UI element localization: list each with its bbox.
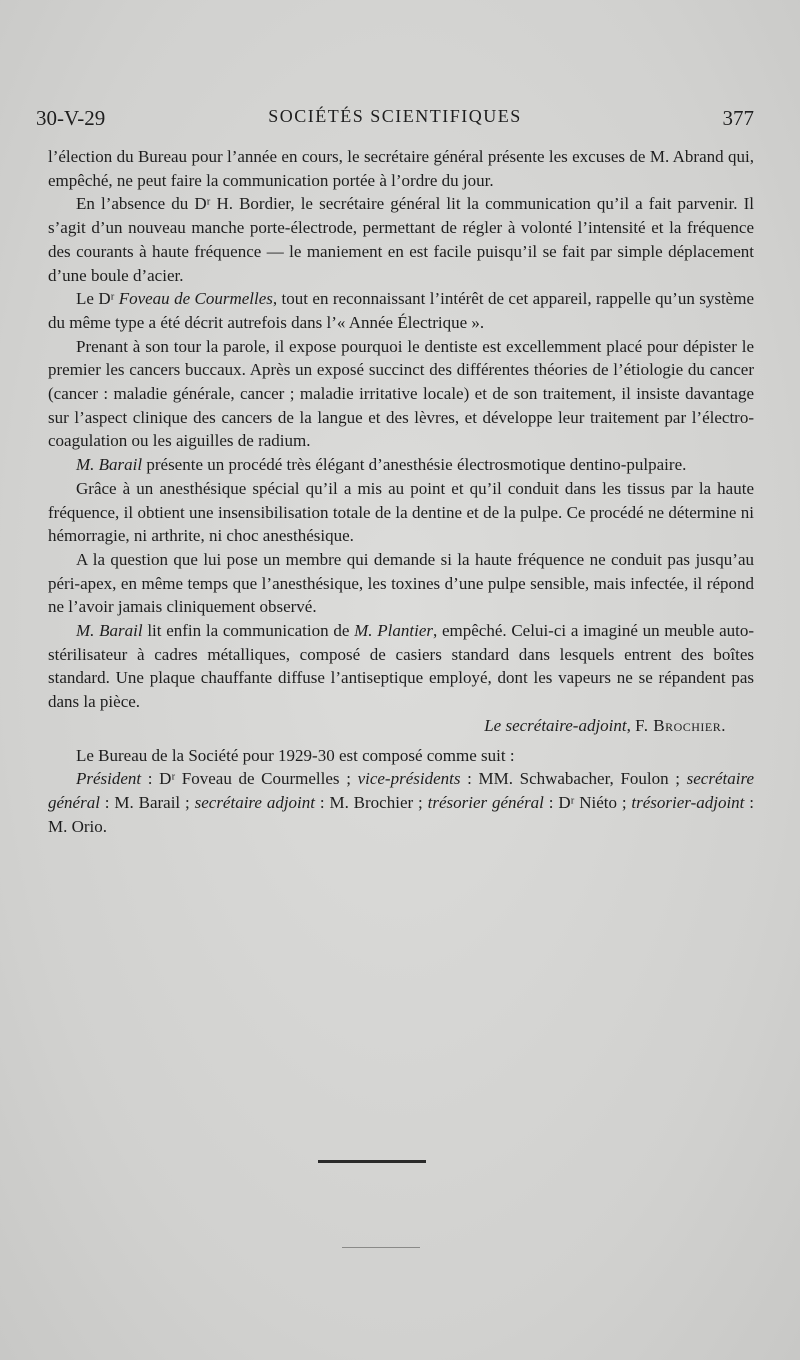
paragraph-8: M. Barail lit enfin la communication de M. Plantier, empêché. Celui-ci a imaginé un meuble auto-stérilisateur à cadres métalliques, composé de casiers standard dans lesquels entrent des boîtes standard. Une plaque chauffante diffuse l’antiseptique employé, dont les vapeurs ne se répandent pas dans la pièce. <box>48 621 755 712</box>
end-rule <box>318 1160 426 1163</box>
paragraph-1: l’élection du Bureau pour l’année en cours, le secrétaire général présente les excuses de M. Abrand qui, empêché, ne peut faire la communication portée à l’ordre du jour. <box>48 147 754 190</box>
paragraph-7: A la question que lui pose un membre qui demande si la haute fréquence ne conduit pas jusqu’au péri-apex, en même temps que l’anesthésique, les toxines d’une pulpe sensible, mais infectée, il répond ne l’avoir jamais cliniquement observé. <box>48 549 754 617</box>
speaker-name: M. Plantier <box>354 621 433 641</box>
paragraph-5: M. Barail présente un procédé très élégant d’anesthésie électrosmotique dentino-pulpaire. <box>76 455 687 475</box>
speaker-name: M. Barail <box>76 621 143 641</box>
paragraph-2: En l’absence du Dʳ H. Bordier, le secrétaire général lit la communication qu’il a fait parvenir. Il s’agit d’un nouveau manche porte-électrode, permettant de régler à volonté l’intensité et la fréquence des courants à haute fréquence — le maniement en est facile puisqu’il se fait par simple déplacement d’une boule d’acier. <box>48 194 754 285</box>
speaker-name: Foveau de Courmelles <box>118 289 273 309</box>
paragraph-3: Le Dʳ Foveau de Courmelles, tout en reconnaissant l’intérêt de cet appareil, rappelle qu’un système du même type a été décrit autrefois dans l’« Année Électrique ». <box>48 289 754 332</box>
paragraph-6: Grâce à un anesthésique spécial qu’il a mis au point et qu’il conduit dans les tissus par la haute fréquence, il obtient une insensibilisation totale de la dentine et de la pulpe. Ce procédé ne détermine ni hémorragie, ni arthrite, ni choc anesthésique. <box>48 478 754 546</box>
speaker-name: M. Barail <box>76 455 143 475</box>
faint-rule <box>342 1247 420 1248</box>
article-body <box>48 145 754 838</box>
signature: Le secrétaire-adjoint, F. Brochier. <box>484 715 726 735</box>
page-number: 377 <box>722 106 754 130</box>
header-date: 30-V-29 <box>36 106 106 130</box>
paragraph-4: Prenant à son tour la parole, il expose pourquoi le dentiste est excellemment placé pour dépister le premier les cancers buccaux. Après un exposé succinct des différentes théories de l’étiologie du cancer (cancer : maladie générale, cancer ; maladie irritative locale) et de son traitement, il insiste davantage sur l’aspect clinique des cancers de la langue et des lèvres, et développe leur traitement par l’électro-coagulation ou les aiguilles de radium. <box>48 336 754 451</box>
bureau-list: Président : Dʳ Foveau de Courmelles ; vice-présidents : MM. Schwabacher, Foulon ; secrétaire général : M. Barail ; secrétaire adjoint : M. Brochier ; trésorier général : Dʳ Niéto ; trésorier-adjoint : M. Orio. <box>48 769 754 836</box>
bureau-intro: Le Bureau de la Société pour 1929-30 est composé comme suit : <box>76 745 515 765</box>
header-title: SOCIÉTÉS SCIENTIFIQUES <box>268 106 522 126</box>
running-header <box>36 106 754 136</box>
